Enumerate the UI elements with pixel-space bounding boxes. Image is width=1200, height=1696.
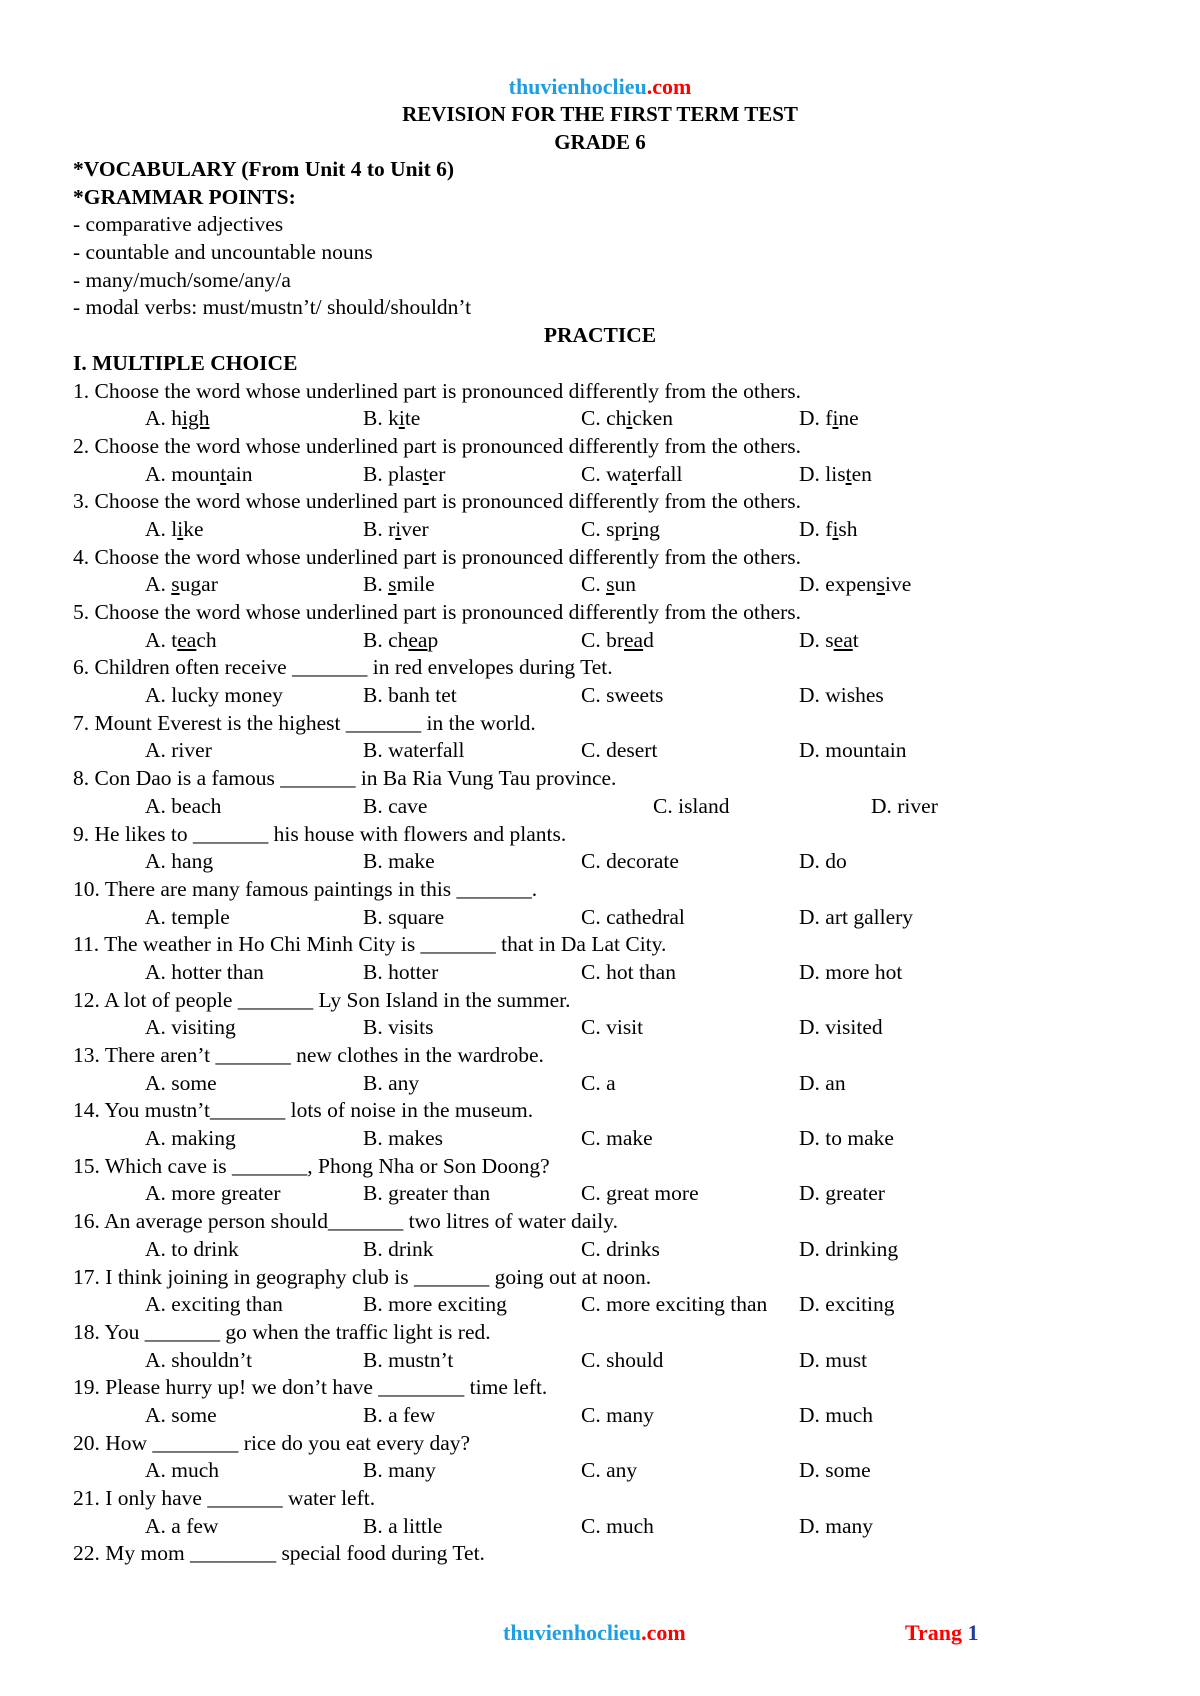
option-text: A. river: [145, 738, 212, 763]
part1-heading: I. MULTIPLE CHOICE: [73, 350, 298, 375]
answer-option[interactable]: [799, 1180, 885, 1208]
question-text: 17. I think joining in geography club is _______ going out at noon.: [73, 1264, 652, 1289]
answer-option[interactable]: [799, 405, 859, 433]
question-text: 8. Con Dao is a famous _______ in Ba Ria Vung Tau province.: [73, 766, 617, 791]
options-row: [73, 1014, 1143, 1042]
answer-option[interactable]: [363, 571, 435, 599]
document-grade: GRADE 6: [554, 130, 646, 154]
answer-option[interactable]: [145, 682, 283, 710]
option-text: D. more hot: [799, 959, 903, 984]
answer-option[interactable]: [581, 627, 654, 655]
question-text: 9. He likes to _______ his house with flowers and plants.: [73, 821, 567, 846]
site-header: [0, 72, 1200, 102]
options-row: [73, 1457, 1143, 1485]
answer-option[interactable]: [145, 1291, 283, 1319]
option-text: C.: [581, 572, 607, 597]
footer-site-domain: .com: [641, 1620, 686, 1645]
option-text: C. should: [581, 1347, 664, 1372]
grammar-item: - comparative adjectives: [73, 212, 284, 237]
option-text: C. ch: [581, 406, 627, 431]
options-row: [73, 627, 1143, 655]
answer-option[interactable]: [363, 1291, 507, 1319]
option-text: C. sweets: [581, 683, 664, 708]
underlined-part: s: [388, 572, 397, 597]
underlined-part: ea: [833, 627, 853, 652]
grammar-item: - many/much/some/any/a: [73, 267, 291, 292]
question-text: 4. Choose the word whose underlined part is pronounced differently from the others.: [73, 544, 802, 569]
practice-heading: PRACTICE: [543, 323, 657, 348]
grammar-heading: *GRAMMAR POINTS:: [73, 184, 296, 209]
question-text: 6. Children often receive _______ in red envelopes during Tet.: [73, 655, 613, 680]
question-text: 10. There are many famous paintings in this _______.: [73, 876, 538, 901]
option-text: A. much: [145, 1458, 220, 1483]
options-row: [73, 793, 1143, 821]
option-text: D. f: [799, 406, 833, 431]
answer-option[interactable]: [363, 904, 444, 932]
options-row: [73, 737, 1143, 765]
answer-option[interactable]: [799, 1125, 894, 1153]
question-text: 14. You mustn’t_______ lots of noise in the museum.: [73, 1098, 534, 1123]
answer-option[interactable]: [581, 1125, 653, 1153]
answer-option[interactable]: [145, 737, 212, 765]
underlined-part: i: [832, 406, 839, 431]
question-text: 11. The weather in Ho Chi Minh City is _______ that in Da Lat City.: [73, 932, 667, 957]
answer-option[interactable]: [363, 1402, 435, 1430]
option-text: ain: [226, 461, 253, 486]
grammar-item: - countable and uncountable nouns: [73, 240, 373, 265]
option-text: D. greater: [799, 1181, 885, 1206]
option-text: C. a: [581, 1070, 616, 1095]
answer-option[interactable]: [363, 1236, 433, 1264]
option-text: B. k: [363, 406, 399, 431]
question-text: 21. I only have _______ water left.: [73, 1486, 376, 1510]
answer-option[interactable]: [799, 1236, 898, 1264]
answer-option[interactable]: [363, 1180, 490, 1208]
underlined-part: s: [606, 572, 615, 597]
option-text: C. much: [581, 1513, 654, 1538]
question-list: [73, 378, 1143, 1569]
underlined-part: i: [832, 516, 839, 541]
option-text: B. cave: [363, 793, 428, 818]
answer-option[interactable]: [581, 1457, 637, 1485]
answer-option[interactable]: [581, 461, 683, 489]
answer-option[interactable]: [581, 682, 663, 710]
option-text: A. making: [145, 1126, 236, 1151]
option-text: A. to drink: [145, 1236, 239, 1261]
answer-option[interactable]: [799, 737, 907, 765]
question-text: 7. Mount Everest is the highest _______ in the world.: [73, 710, 536, 735]
question-text: 12. A lot of people _______ Ly Son Island in the summer.: [73, 987, 571, 1012]
option-text: D. wishes: [799, 683, 884, 708]
answer-option[interactable]: [799, 461, 872, 489]
option-text: A. exciting than: [145, 1292, 283, 1317]
option-text: D. must: [799, 1347, 868, 1372]
option-text: cken: [632, 406, 673, 431]
option-text: B. visits: [363, 1015, 434, 1040]
answer-option[interactable]: [145, 1125, 236, 1153]
option-text: B. r: [363, 516, 396, 541]
vocabulary-heading: *VOCABULARY (From Unit 4 to Unit 6): [73, 157, 455, 181]
answer-option[interactable]: [581, 405, 673, 433]
answer-option[interactable]: [363, 1347, 453, 1375]
options-row: [73, 959, 1143, 987]
option-text: A. moun: [145, 461, 221, 486]
answer-option[interactable]: [581, 571, 636, 599]
option-text: A. h: [145, 406, 183, 431]
answer-option[interactable]: [799, 1402, 873, 1430]
underlined-part: i: [626, 406, 633, 431]
option-text: C. great more: [581, 1181, 699, 1206]
option-text: B. banh tet: [363, 683, 457, 708]
answer-option[interactable]: [363, 737, 465, 765]
option-text: A. shouldn’t: [145, 1347, 253, 1372]
option-text: D. lis: [799, 461, 846, 486]
underlined-part: i: [177, 516, 184, 541]
answer-option[interactable]: [363, 848, 435, 876]
answer-option[interactable]: [145, 1180, 281, 1208]
underlined-part: i: [632, 516, 639, 541]
answer-option[interactable]: [145, 1347, 252, 1375]
options-row: [73, 682, 1143, 710]
option-text: B. many: [363, 1458, 436, 1483]
option-text: C. visit: [581, 1015, 644, 1040]
option-text: C. spr: [581, 516, 633, 541]
footer-site: [503, 1618, 686, 1648]
answer-option[interactable]: [363, 959, 438, 987]
option-text: D. to make: [799, 1126, 894, 1151]
answer-option[interactable]: [363, 1070, 419, 1098]
option-text: D. art gallery: [799, 904, 914, 929]
option-text: D. do: [799, 849, 847, 874]
answer-option[interactable]: [581, 1402, 654, 1430]
site-name: thuvienhoclieu: [508, 74, 647, 99]
underlined-part: ea: [177, 627, 197, 652]
option-text: C. br: [581, 627, 624, 652]
answer-option[interactable]: [581, 904, 685, 932]
option-text: A. beach: [145, 793, 222, 818]
question-text: 2. Choose the word whose underlined part is pronounced differently from the others.: [73, 433, 802, 458]
answer-option[interactable]: [799, 1014, 883, 1042]
option-text: d: [643, 627, 654, 652]
option-text: C. more exciting than: [581, 1292, 768, 1317]
question-text: 1. Choose the word whose underlined part is pronounced differently from the others.: [73, 378, 802, 403]
option-text: ugar: [179, 572, 218, 597]
option-text: ver: [401, 516, 429, 541]
option-text: ch: [196, 627, 217, 652]
answer-option[interactable]: [363, 1513, 442, 1541]
option-text: B. makes: [363, 1126, 444, 1151]
option-text: A. temple: [145, 904, 230, 929]
option-text: te: [404, 406, 421, 431]
option-text: A. visiting: [145, 1015, 236, 1040]
answer-option[interactable]: [799, 1070, 846, 1098]
options-row: [73, 461, 1143, 489]
options-row: [73, 848, 1143, 876]
document-title: REVISION FOR THE FIRST TERM TEST: [402, 102, 798, 126]
option-text: D. river: [871, 793, 938, 818]
option-text: A. some: [145, 1402, 217, 1427]
question-text: 3. Choose the word whose underlined part is pronounced differently from the others.: [73, 489, 802, 514]
option-text: sh: [838, 516, 858, 541]
option-text: B. greater than: [363, 1181, 491, 1206]
page-label: Trang: [905, 1620, 968, 1645]
options-row: [73, 571, 1143, 599]
option-text: B. drink: [363, 1236, 434, 1261]
option-text: A. a few: [145, 1513, 219, 1538]
options-row: [73, 1125, 1143, 1153]
option-text: er: [428, 461, 446, 486]
answer-option[interactable]: [145, 571, 218, 599]
answer-option[interactable]: [799, 959, 902, 987]
option-text: D. much: [799, 1402, 874, 1427]
answer-option[interactable]: [145, 405, 210, 433]
option-text: B. waterfall: [363, 738, 465, 763]
options-row: [73, 904, 1143, 932]
option-text: A. hotter than: [145, 959, 264, 984]
option-text: A. l: [145, 516, 178, 541]
option-text: A. some: [145, 1070, 217, 1095]
page-number-value: 1: [967, 1620, 979, 1645]
option-text: D. expen: [799, 572, 877, 597]
answer-option[interactable]: [145, 904, 230, 932]
underlined-part: t: [220, 461, 227, 486]
option-text: mile: [396, 572, 435, 597]
options-row: [73, 1513, 1143, 1541]
option-text: un: [614, 572, 636, 597]
answer-option[interactable]: [799, 904, 913, 932]
answer-option[interactable]: [581, 848, 679, 876]
option-text: C. desert: [581, 738, 658, 763]
option-text: B. hotter: [363, 959, 439, 984]
answer-option[interactable]: [581, 1014, 643, 1042]
answer-option[interactable]: [799, 1513, 873, 1541]
option-text: D. visited: [799, 1015, 883, 1040]
grammar-item: - modal verbs: must/mustn’t/ should/shouldn’t: [73, 295, 472, 320]
option-text: C. many: [581, 1402, 654, 1427]
answer-option[interactable]: [581, 737, 657, 765]
option-text: C. wa: [581, 461, 632, 486]
answer-option[interactable]: [581, 1236, 660, 1264]
option-text: B. mustn’t: [363, 1347, 454, 1372]
options-row: [73, 1402, 1143, 1430]
option-text: B. a few: [363, 1402, 436, 1427]
option-text: D. drinking: [799, 1236, 899, 1261]
answer-option[interactable]: [363, 1125, 443, 1153]
answer-option[interactable]: [653, 793, 729, 821]
options-row: [73, 516, 1143, 544]
answer-option[interactable]: [145, 848, 213, 876]
option-text: C. drinks: [581, 1236, 660, 1261]
answer-option[interactable]: [145, 793, 221, 821]
answer-option[interactable]: [363, 627, 438, 655]
question-text: 16. An average person should_______ two litres of water daily.: [73, 1209, 618, 1234]
answer-option[interactable]: [145, 461, 253, 489]
option-text: C. decorate: [581, 849, 679, 874]
answer-option[interactable]: [799, 848, 847, 876]
underlined-part: i: [395, 516, 402, 541]
answer-option[interactable]: [363, 405, 420, 433]
question-text: 13. There aren’t _______ new clothes in the wardrobe.: [73, 1043, 544, 1067]
underlined-part: ea: [408, 627, 428, 652]
answer-option[interactable]: [363, 1014, 434, 1042]
underlined-part: t: [845, 461, 852, 486]
answer-option[interactable]: [145, 627, 217, 655]
option-text: A. lucky money: [145, 683, 283, 708]
option-text: A. more greater: [145, 1181, 281, 1206]
option-text: B. a little: [363, 1513, 443, 1538]
option-text: D. an: [799, 1070, 846, 1095]
underlined-part: s: [876, 572, 885, 597]
page-number: [905, 1618, 979, 1648]
page-footer: [0, 1618, 1200, 1648]
answer-option[interactable]: [581, 516, 660, 544]
option-text: B.: [363, 572, 389, 597]
answer-option[interactable]: [581, 1513, 654, 1541]
question-text: 5. Choose the word whose underlined part is pronounced differently from the others.: [73, 600, 802, 624]
option-text: C. any: [581, 1458, 638, 1483]
option-text: B. more exciting: [363, 1292, 507, 1317]
option-text: p: [427, 627, 439, 652]
option-text: t: [852, 627, 859, 652]
answer-option[interactable]: [799, 627, 859, 655]
options-row: [73, 405, 1143, 433]
option-text: C. hot than: [581, 959, 676, 984]
answer-option[interactable]: [363, 682, 457, 710]
underlined-part: t: [631, 461, 638, 486]
option-text: en: [851, 461, 872, 486]
options-row: [73, 1347, 1143, 1375]
answer-option[interactable]: [799, 1347, 867, 1375]
option-text: B. square: [363, 904, 445, 929]
answer-option[interactable]: [363, 1457, 436, 1485]
answer-option[interactable]: [363, 793, 427, 821]
options-row: [73, 1070, 1143, 1098]
answer-option[interactable]: [799, 516, 858, 544]
answer-option[interactable]: [363, 461, 445, 489]
question-text: 18. You _______ go when the traffic light is red.: [73, 1319, 491, 1344]
answer-option[interactable]: [145, 1070, 217, 1098]
option-text: ne: [838, 406, 859, 431]
option-text: B. plas: [363, 461, 423, 486]
question-text: 19. Please hurry up! we don’t have ________ time left.: [73, 1375, 548, 1400]
underlined-part: t: [422, 461, 429, 486]
option-text: A.: [145, 572, 172, 597]
answer-option[interactable]: [145, 1236, 239, 1264]
option-text: D. many: [799, 1513, 874, 1538]
answer-option[interactable]: [581, 959, 676, 987]
option-text: A. hang: [145, 849, 214, 874]
answer-option[interactable]: [145, 1513, 218, 1541]
question-text: 20. How ________ rice do you eat every day?: [73, 1430, 471, 1455]
option-text: D. f: [799, 516, 833, 541]
answer-option[interactable]: [145, 1014, 236, 1042]
option-text: erfall: [637, 461, 683, 486]
option-text: B. ch: [363, 627, 409, 652]
answer-option[interactable]: [145, 1402, 217, 1430]
site-domain: .com: [646, 74, 692, 99]
option-text: C. make: [581, 1126, 653, 1151]
option-text: C. island: [653, 793, 730, 818]
option-text: ive: [885, 572, 912, 597]
underlined-part: ea: [624, 627, 644, 652]
option-text: D. mountain: [799, 738, 907, 763]
option-text: A. t: [145, 627, 178, 652]
option-text: D. some: [799, 1458, 871, 1483]
underlined-part: s: [171, 572, 180, 597]
options-row: [73, 1236, 1143, 1264]
footer-site-name: thuvienhoclieu: [503, 1620, 642, 1645]
answer-option[interactable]: [145, 516, 204, 544]
answer-option[interactable]: [581, 1291, 767, 1319]
underlined-part: igh: [182, 406, 210, 431]
answer-option[interactable]: [799, 571, 911, 599]
answer-option[interactable]: [871, 793, 938, 821]
answer-option[interactable]: [581, 1070, 616, 1098]
option-text: B. make: [363, 849, 435, 874]
answer-option[interactable]: [799, 682, 884, 710]
question-text: 22. My mom ________ special food during Tet.: [73, 1541, 485, 1566]
option-text: B. any: [363, 1070, 420, 1095]
answer-option[interactable]: [799, 1457, 871, 1485]
question-text: 15. Which cave is _______, Phong Nha or Son Doong?: [73, 1153, 550, 1178]
answer-option[interactable]: [799, 1291, 895, 1319]
answer-option[interactable]: [145, 1457, 219, 1485]
answer-option[interactable]: [145, 959, 264, 987]
answer-option[interactable]: [581, 1180, 699, 1208]
options-row: [73, 1180, 1143, 1208]
option-text: D. s: [799, 627, 834, 652]
underlined-part: i: [398, 406, 405, 431]
answer-option[interactable]: [581, 1347, 663, 1375]
option-text: ng: [638, 516, 660, 541]
option-text: C. cathedral: [581, 904, 685, 929]
option-text: ke: [183, 516, 204, 541]
answer-option[interactable]: [363, 516, 429, 544]
option-text: D. exciting: [799, 1292, 895, 1317]
options-row: [73, 1291, 1143, 1319]
document-body: [73, 156, 1143, 1568]
